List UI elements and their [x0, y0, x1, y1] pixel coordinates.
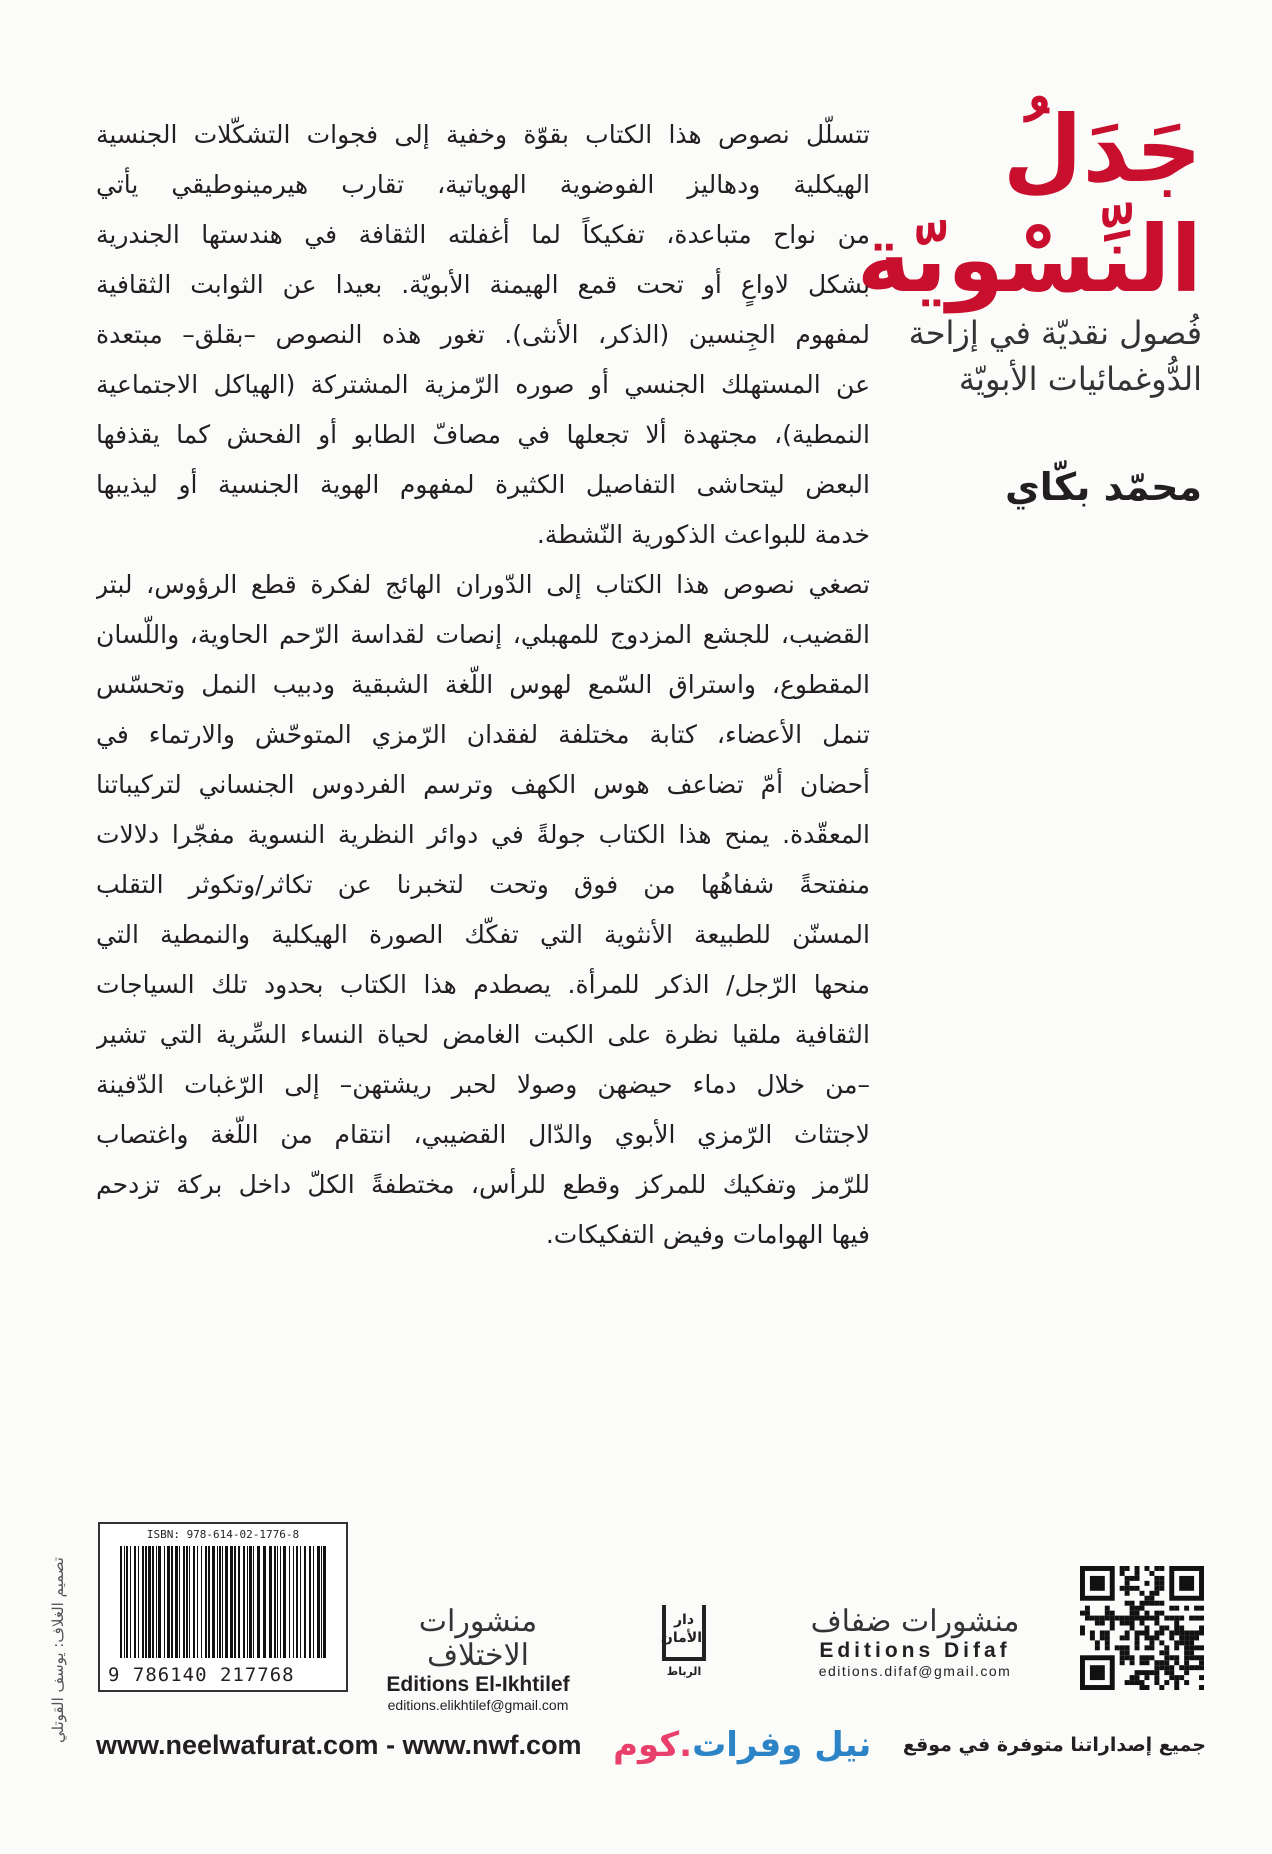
- blurb-line: القضيب، للجشع المزدوج للمهبلي، إنصات لقداسة الرّحم الحاوية، واللّسان: [96, 620, 870, 649]
- blurb-line: أحضان أمّ تضاعف هوس الكهف وترسم الفردوس الجنساني لتركيباتنا: [96, 770, 870, 799]
- cover-design-credit: [38, 1530, 78, 1770]
- blurb-line: تصغي نصوص هذا الكتاب إلى الدّوران الهائج لفكرة قطع الرؤوس، لبتر: [96, 570, 870, 599]
- blurb-line: بشكل لاواعٍ أو تحت قمع الهيمنة الأبويّة. بعيدا عن الثوابت الثقافية: [96, 270, 870, 299]
- blurb-line: منفتحةً شفاهُها من فوق وتحت لتخبرنا عن تكاثر/وتكوثر التقلب: [96, 870, 870, 899]
- availability-text: جميع إصداراتنا متوفرة في موقع: [902, 1734, 1206, 1756]
- qr-code: [1080, 1566, 1204, 1690]
- aman-city: الرباط: [666, 1665, 702, 1678]
- publisher-aman: [648, 1605, 720, 1678]
- blurb-line: عن المستهلك الجنسي أو صوره الرّمزية المشتركة (الهياكل الاجتماعية: [96, 370, 870, 399]
- logo-part-2: .كوم: [613, 1725, 693, 1765]
- blurb-line: المعقّدة. يمنح هذا الكتاب جولةً في دوائر النظرية النسوية مفجّرا دلالات: [96, 820, 870, 849]
- blurb-line: المقطوع، واستراق السّمع لهوس اللّغة الشبقية ودبيب النمل وتحسّس: [96, 670, 870, 699]
- blurb-line: منحها الرّجل/ الذكر للمرأة. يصطدم هذا الكتاب بحدود تلك السياجات: [96, 970, 870, 999]
- author-name: محمّد بكّاي: [1004, 465, 1202, 509]
- blurb-line: للرّمز وتفكيك للمركز وقطع للرأس، مختطفةً الكلّ داخل بركة تزدحم: [96, 1170, 870, 1199]
- ikhtilef-name: Editions El-Ikhtilef: [386, 1673, 570, 1696]
- blurb-line: المسنّن للطبيعة الأنثوية التي تفكّك الصورة الهيكلية والنمطية التي: [96, 920, 870, 949]
- difaf-arabic-name: منشورات ضفاف: [810, 1604, 1020, 1639]
- blurb-line: الثقافية ملقيا نظرة على الكبت الغامض لحياة النساء السِّرية التي تشير: [96, 1020, 870, 1049]
- logo-part-1: نيل وفرات: [692, 1725, 872, 1765]
- subtitle-line-2: الدُّوغمائيات الأبويّة: [958, 360, 1202, 398]
- blurb-line: البعض ليتحاشى التفاصيل الكثيرة لمفهوم الهوية الجنسية أو ليذيبها: [96, 470, 870, 499]
- subtitle-line-1: فُصول نقديّة في إزاحة: [908, 314, 1202, 352]
- title-line-1: جَدَلُ: [1002, 96, 1202, 203]
- barcode-bars: [120, 1546, 326, 1658]
- footer-bar: [96, 1725, 1206, 1765]
- blurb-line: من نواح متباعدة، تفكيكاً لما أغفلته الثقافة في هندستها الجندرية: [96, 220, 870, 249]
- blurb-line: تنمل الأعضاء، كتابة مختلفة لفقدان الرّمزي المتوحّش والارتماء في: [96, 720, 870, 749]
- isbn-barcode: [98, 1522, 348, 1692]
- blurb-line: لاجتثاث الرّمزي الأبوي والدّال القضيبي، انتقام من اللّغة واغتصاب: [96, 1120, 870, 1149]
- cover-credit-text: تصميم الغلاف: يوسف القوتلي: [49, 1557, 67, 1743]
- blurb-line: لمفهوم الجِنسين (الذكر، الأنثى). تغور هذه النصوص –بقلق– مبتعدة: [96, 320, 870, 349]
- book-title: [842, 95, 1202, 315]
- blurb-line: خدمة للبواعث الذكورية النّشطة.: [536, 520, 870, 549]
- difaf-name: Editions Difaf: [819, 1639, 1011, 1662]
- blurb-line: الهيكلية ودهاليز الفوضوية الهوياتية، تقارب هيرمينوطيقي يأتي: [96, 170, 870, 199]
- blurb-text: [96, 110, 870, 1260]
- blurb-line: تتسلّل نصوص هذا الكتاب بقوّة وخفية إلى فجوات التشكّلات الجنسية: [96, 120, 870, 149]
- title-line-2: النِّسْويّة: [856, 206, 1202, 313]
- website-urls: www.neelwafurat.com - www.nwf.com: [96, 1729, 582, 1760]
- publisher-difaf: [795, 1605, 1035, 1679]
- ikhtilef-email: editions.elikhtilef@gmail.com: [387, 1697, 569, 1713]
- ikhtilef-arabic-name: منشورات الاختلاف: [418, 1604, 538, 1673]
- publisher-ikhtilef: [368, 1605, 588, 1713]
- aman-logo: دار الأمان: [662, 1605, 706, 1661]
- ean-number: 9 786140 217768: [108, 1664, 295, 1686]
- blurb-line: –من خلال دماء حيضهن وصولا لحبر ريشتهن– إلى الرّغبات الدّفينة: [96, 1070, 870, 1099]
- isbn-label: ISBN: 978-614-02-1776-8: [146, 1528, 300, 1541]
- neelwafurat-logo: [613, 1725, 871, 1765]
- blurb-line: فيها الهوامات وفيض التفكيكات.: [545, 1220, 870, 1249]
- difaf-email: editions.difaf@gmail.com: [818, 1663, 1012, 1679]
- blurb-line: النمطية)، مجتهدة ألا تجعلها في مصافّ الطابو أو الفحش كما يقذفها: [96, 420, 870, 449]
